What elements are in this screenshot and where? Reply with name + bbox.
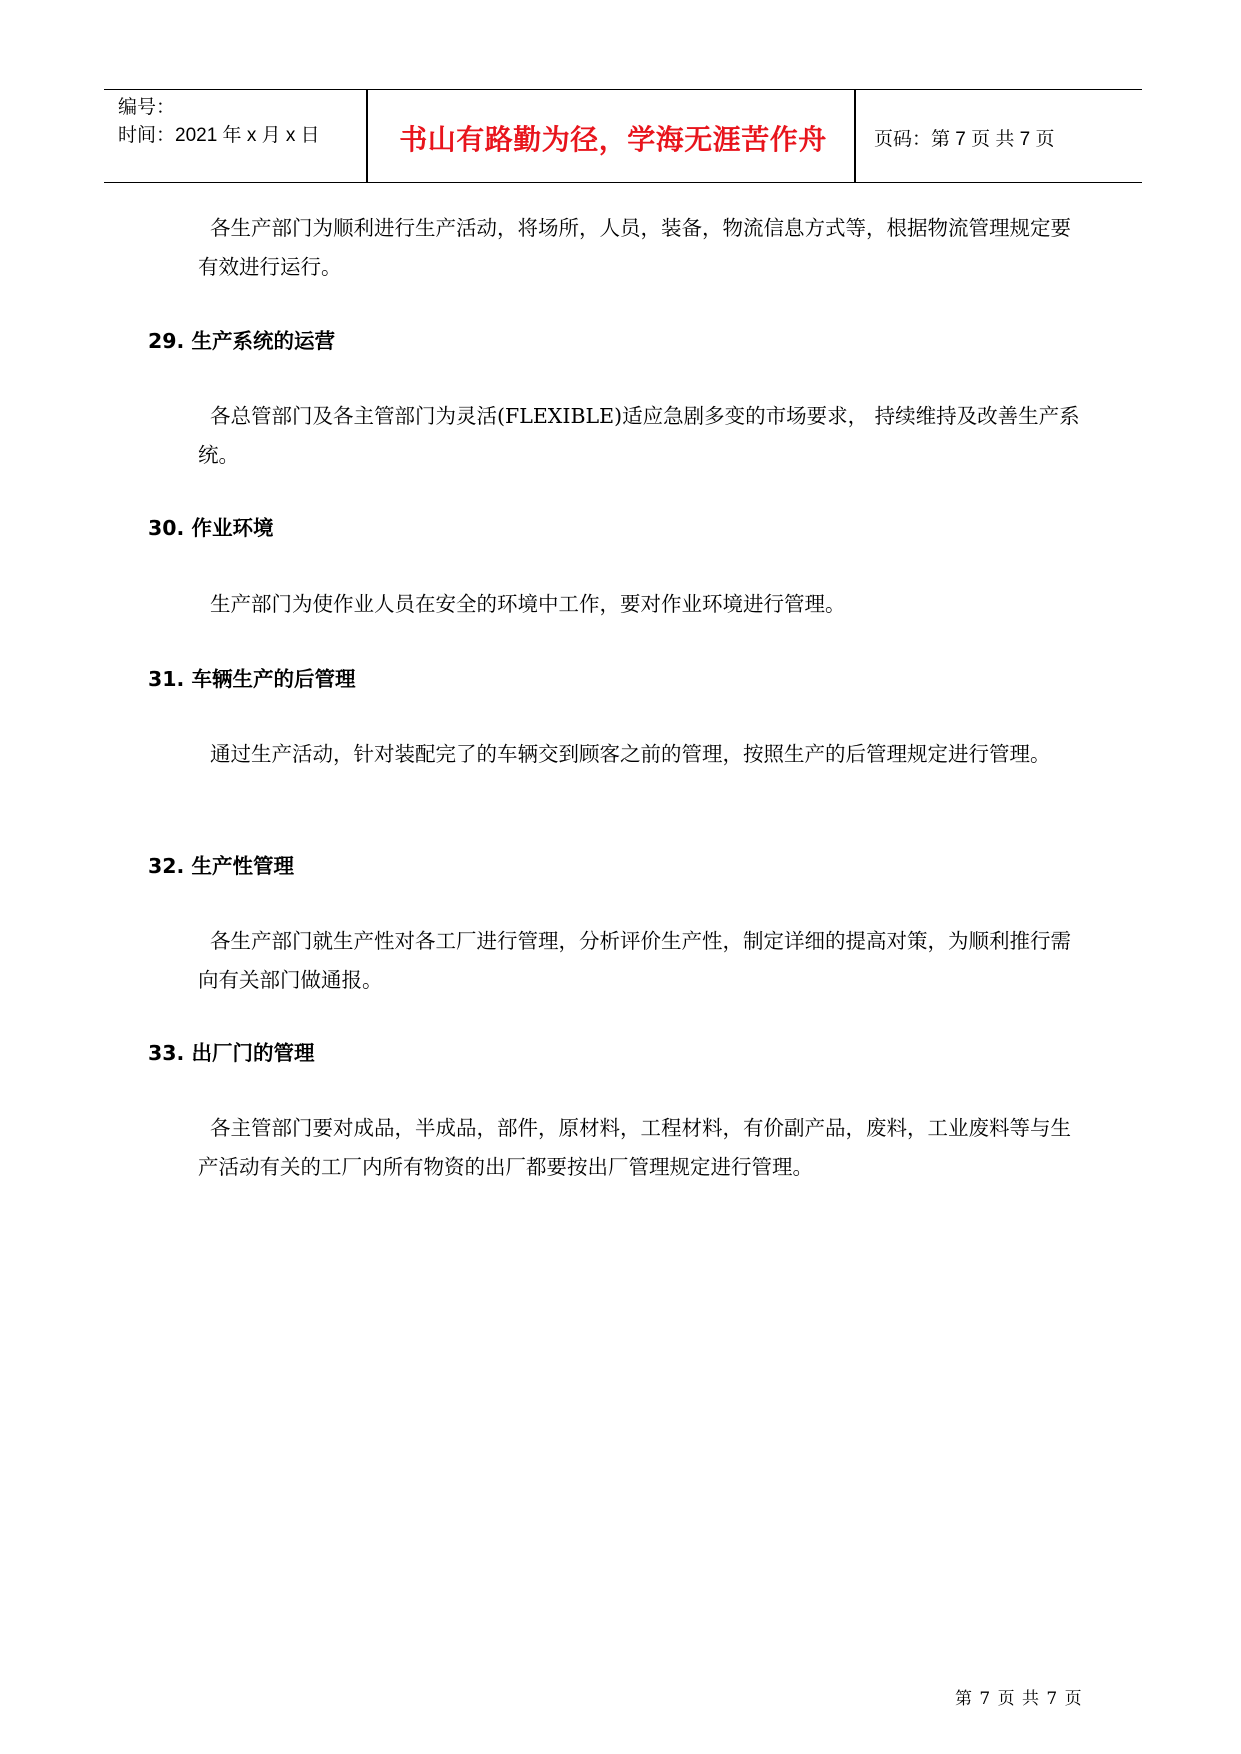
page-header (104, 89, 1142, 183)
section-31-heading: 31. 车辆生产的后管理 (148, 667, 356, 691)
header-page-number: 页码：第 7 页 共 7 页 (874, 129, 1055, 150)
section-33-paragraph: 各主管部门要对成品，半成品，部件，原材料，工程材料，有价副产品，废料，工业废料等与生产活动有关的工厂内所有物资的出厂都要按出厂管理规定进行管理。 (198, 1116, 1071, 1179)
section-30-paragraph: 生产部门为使作业人员在安全的环境中工作，要对作业环境进行管理。 (210, 592, 846, 616)
section-33-heading: 33. 出厂门的管理 (148, 1041, 315, 1065)
section-32-heading: 32. 生产性管理 (148, 854, 294, 878)
section-29-paragraph: 各总管部门及各主管部门为灵活(FLEXIBLE)适应急剧多变的市场要求， 持续维持及改善生产系统。 (198, 404, 1080, 467)
document-number-label: 编号： (118, 97, 176, 118)
section-31-paragraph: 通过生产活动，针对装配完了的车辆交到顾客之前的管理，按照生产的后管理规定进行管理。 (210, 742, 1051, 766)
header-meta (118, 94, 320, 150)
section-0-paragraph: 各生产部门为顺利进行生产活动，将场所，人员，装备，物流信息方式等，根据物流管理规定要有效进行运行。 (198, 216, 1071, 279)
page-footer-number: 第 7 页 共 7 页 (955, 1689, 1083, 1709)
section-29-heading: 29. 生产系统的运营 (148, 329, 335, 353)
header-divider-right (854, 90, 856, 182)
section-30-heading: 30. 作业环境 (148, 516, 274, 540)
header-slogan: 书山有路勤为径，学海无涯苦作舟 (399, 123, 827, 156)
header-divider-left (366, 90, 368, 182)
section-32-paragraph: 各生产部门就生产性对各工厂进行管理，分析评价生产性，制定详细的提高对策，为顺利推行需向有关部门做通报。 (198, 929, 1071, 992)
document-time-label: 时间：2021 年 x 月 x 日 (118, 125, 320, 146)
